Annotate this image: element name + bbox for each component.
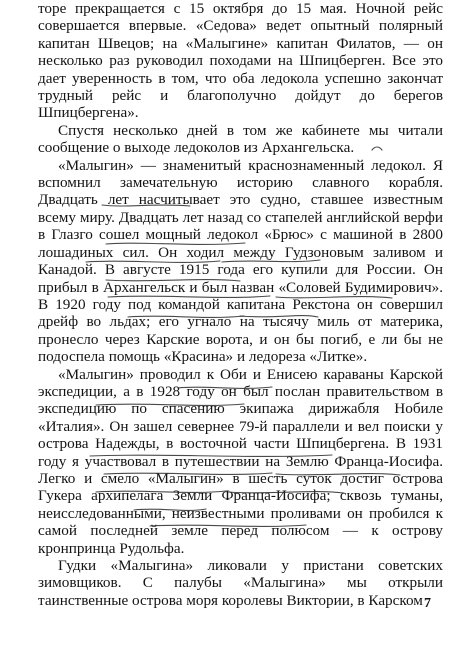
paragraph-voyage-continuation: торе прекращается с 15 октября до 15 мая. Ночной рейс совершается впервые. «Седова» ведет опытный полярный капитан Швецов; на «Малыгине» капитан Филатов, — он несколько раз руководил походами на Шпицберген. Все это дает уверенность в том, что оба ледокола успешно закончат трудный рейс и благополучно дойдут до берегов Шпицбергена».: [38, 0, 443, 122]
page-number: 7: [424, 596, 431, 611]
book-page-text: [38, 0, 443, 609]
paragraph-malygin-history: «Малыгин» — знаменитый краснознаменный ледокол. Я вспомнил замечательную историю славного корабля. Двадцать лет насчитывает это судно, ставшее известным всему миру. Двадцать лет назад со стапелей английской верфи в Глазго сошел мощный ледокол «Брюс» с машиной в 2800 лошадиных сил. Он ходил между Гудзоновым заливом и Канадой. В августе 1915 года его купили для России. Он прибыл в Архангельск и был назван «Соловей Будимирович». В 1920 году под командой капитана Рекстона он совершил дрейф во льдах; его угнало на тысячу миль от материка, пронесло через Карские ворота, и он бы погиб, е ли бы не подоспела помощь «Красина» и ледореза «Литке».: [38, 156, 443, 366]
paragraph-departure-news: Спустя несколько дней в том же кабинете мы читали сообщение о выходе ледоколов из Архангельска.: [38, 121, 443, 157]
paragraph-malygin-horns: Гудки «Малыгина» ликовали у пристани советских зимовщиков. С палубы «Малыгина» мы открыли таинственные острова моря королевы Виктории, в Карском: [38, 557, 443, 609]
paragraph-malygin-expeditions: «Малыгин» проводил к Оби и Енисею караваны Карской экспедиции, а в 1928 году он был послан правительством в экспедицию по спасению экипажа дирижабля Нобиле «Италия». Он зашел севернее 79-й параллели и вел поиски у острова Надежды, в восточной части Шпицбергена. В 1931 году я участвовал в путешествии на Землю Франца-Иосифа. Легко и смело «Малыгин» в шесть суток достиг острова Гукера архипелага Земли Франца-Иосифа; сквозь туманы, неисследованными, неизвестными проливами он пробился к самой последней земле перед полюсом — к острову кронпринца Рудольфа.: [38, 365, 443, 557]
